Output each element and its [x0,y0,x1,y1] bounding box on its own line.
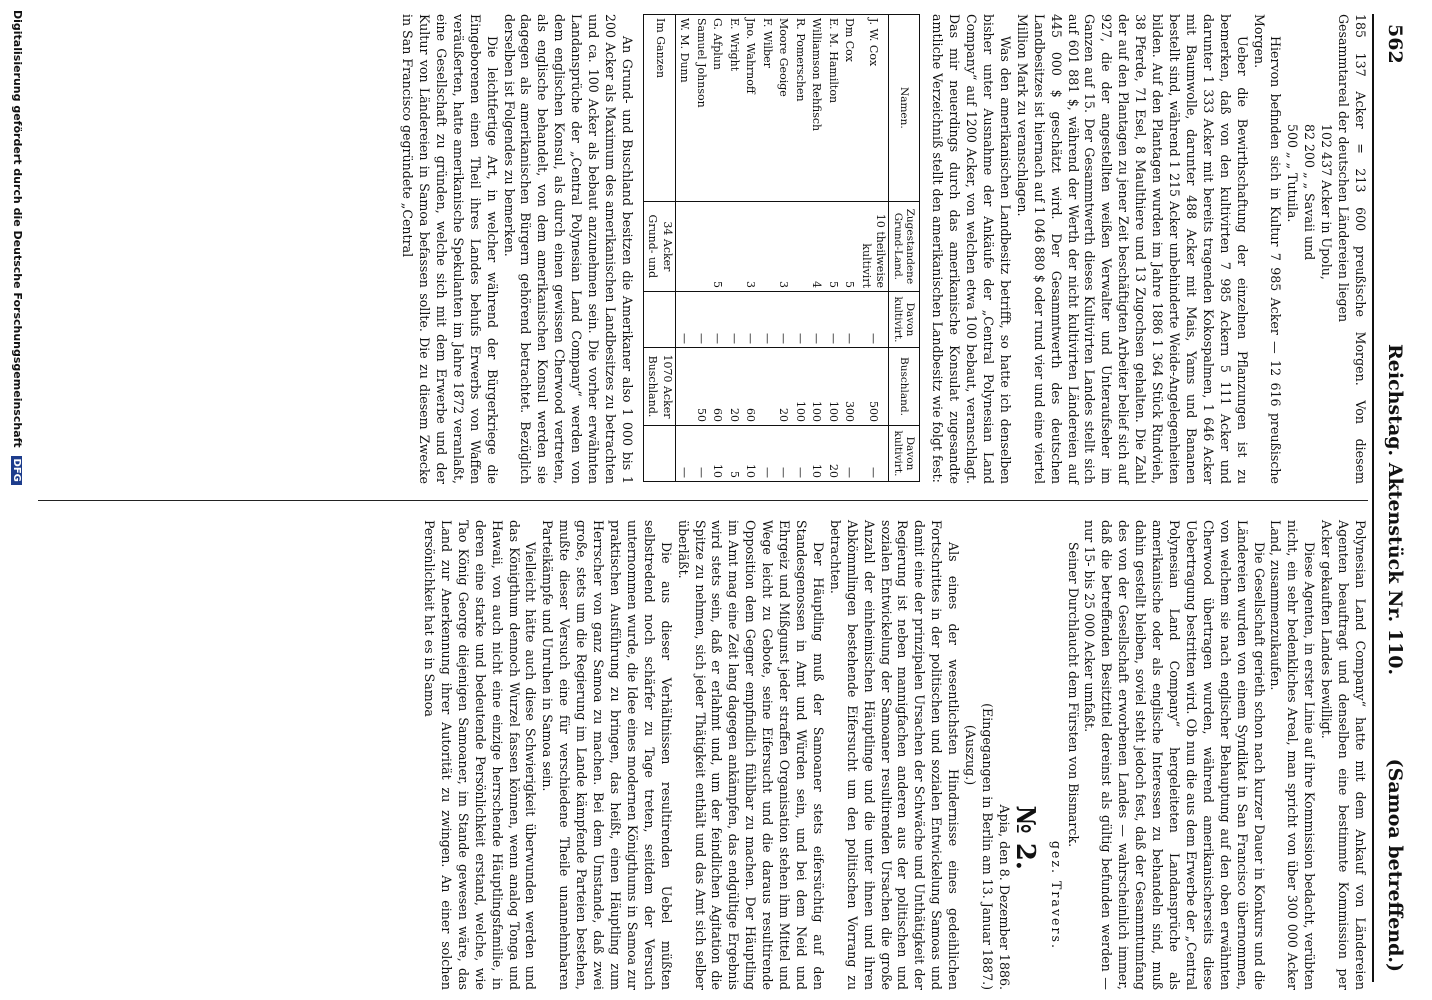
table-cell: — [857,425,889,481]
table-cell [758,347,775,425]
table-header: Davon kultivirt. [889,425,920,481]
table-cell: 100 [791,347,808,425]
table-row [775,15,792,482]
table-row [725,15,742,482]
table-cell: J. W. Cox [857,15,889,202]
table-cell: W. M. Dunn [675,15,692,202]
column-divider [38,500,1368,501]
table-cell: 5 [841,201,858,291]
table-header: Zugestandene Grund-Land. [889,201,920,291]
table-cell: Samuel Johnson [692,15,709,202]
header-title: Reichstag. Aktenstück Nr. 110. [1384,344,1406,676]
table-header: Namen. [889,15,920,202]
table-row [675,15,692,482]
paragraph: Ueber die Bewirthschaftung der einzelnen Pflanzungen ist zu bemerken, daß von den kultivirten 7 985 Ackern 5 111 Acker und darunter 1 333 Acker mit bereits tragenden Kokospalmen, 1 646 Acker mit Baumwolle, darunter 488 Acker mit Mais, Yams und Bananen bestellt sind, während 1 215 Acker unbehinderte Weide-Angelegenheiten bilden. Auf den Plantagen wurden im Jahre 1886 1 364 Stück Rindvieh, 38 Pferde, 71 Esel, 8 Maulthiere und 13 Zugochsen gehalten. Die Zahl der auf den Plantagen zu jener Zeit beschäftigten Arbeiter belief sich auf 927, die der angestellten weißen Verwalter und Unteraufseher im Ganzen auf 15. Der Gesammtwerth dieses Kultivirten Landes stellt sich auf 601 881 $, während der Werth der nicht kultivirten Ländereien auf 445 000 $ geschätzt wird. Der Gesammtwerth des deutschen Landbesitzes ist hiernach auf 1 046 880 $ oder rund vier und eine viertel Million Mark zu veranschlagen. [1014,14,1250,484]
table-cell: — [841,425,858,481]
table-cell: Im Ganzen [643,15,675,202]
table-cell: Dm Cox [841,15,858,202]
table-cell: Moore Geoige [775,15,792,202]
table-cell: — [791,425,808,481]
table-cell: — [775,292,792,348]
table-cell [675,201,692,291]
table-cell: 100 [808,347,825,425]
table-cell: — [742,292,759,348]
paragraph: Was den amerikanischen Landbesitz betrifft, so hatte ich denselben bisher unter Ausnahme der Ankäufe der „Central Polynesian Land Company“ auf 1200 Acker, von welchen etwa 100 bebaut, veranschlagt. Das mir neuerdings durch das amerikanische Konsulat zugesandte amtliche Verzeichniß stellt den amerikanischen Landbesitz wie folgt fest: [930,14,1013,484]
table-cell [643,425,675,481]
table-row [791,15,808,482]
table-cell: E. M. Hamilton [824,15,841,202]
table-cell: 10 [709,425,726,481]
page-header [1372,14,1412,982]
table-cell: 3 [775,201,792,291]
table-cell: Jno. Wahrnoff [742,15,759,202]
table-cell: R. Pomerschen [791,15,808,202]
list-item: 82 200 „ „ Savaii und [1302,124,1318,261]
table-cell: 300 [841,347,858,425]
paragraph: Die aus dieser Verhältnissen resultirenden Uebel müßten selbstredend noch schärfer zu Tage treten, seitdem der Versuch unternommen wurde, die Idee eines modernen Königthums in Samoa zur praktischen Ausführung zu bringen, das heißt, einen Häuptling zum Herrscher von ganz Samoa zu machen. Bei dem Umstande, daß zwei große, stets um die Regierung im Lande kämpfende Parteien bestehen, mußte dieser Versuch eine für verschiedene Theile unannehmbaren Parteikämpfe und Unruhen in Samoa sein. [540,520,674,990]
table-header-row [889,15,920,482]
table-cell: 60 [709,347,726,425]
table-cell: 5 [725,425,742,481]
list-item: 102 437 Acker in Upolu, [1319,124,1335,280]
header-subject: (Samoa betreffend.) [1384,758,1406,972]
paragraph: Vielleicht hätte auch diese Schwierigkeit überwunden werden und das Königthum dennoch Wurzel fassen können, wenn analog Tonga und Hawaii, von auch nicht eine einzige herrschende Häuptlingsfamilie, in deren eine starke und bedeutende Persönlichkeit erstand, welche, wie Tao König George diejenigen Samoaner, im Stande gewesen wäre, das Land zur Anerkennung ihrer Autorität zu zwingen. An einer solchen Persönlichkeit hat es in Samoa [422,520,539,990]
digitization-footer [11,10,24,485]
table-cell: — [709,292,726,348]
table-row [692,15,709,482]
page-number: 562 [1384,24,1406,64]
table-cell: 10 [808,425,825,481]
table-cell [692,201,709,291]
table-cell: — [725,292,742,348]
table-cell: — [675,425,692,481]
table-row [709,15,726,482]
table-cell: 3 [742,201,759,291]
paragraph: Diese Agenten, in erster Linie auf ihre Kommission bedacht, verübten nicht, ein sehr bedenkliches Areal, man spricht von über 300 000 Acker Land, zusammenzukaufen. [1268,520,1318,990]
table-row [742,15,759,482]
table-cell: — [675,292,692,348]
table-cell [643,292,675,348]
table-row [841,15,858,482]
table-cell: 5 [709,201,726,291]
table-cell: 10 theilweise kultivirt [857,201,889,291]
table-cell: G. Afplun [709,15,726,202]
table-cell: — [857,292,889,348]
table-cell: — [758,425,775,481]
table-cell: — [791,292,808,348]
table-cell: 20 [725,347,742,425]
table-cell: 100 [824,347,841,425]
table-row [808,15,825,482]
table-cell: 34 Acker Grund- und [643,201,675,291]
signature: gez. Travers. [1048,840,1064,950]
table-row [857,15,889,482]
paragraph: An Grund- und Buschland besitzen die Amerikaner also 1 000 bis 1 200 Acker als Maximum des amerikanischen Landbesitzes zu betrachten und ca. 100 Acker als bebaut anzunehmen sein. Die vorher erwähnten Landansprüche der „Central Polynesian Land Company“ werden von dem englischen Konsul, als durch einen gewissen Cherwood vertreten, als englische behandelt, von dem amerikanischen Konsul werden sie dagegen als amerikanischen Bürgern gehörend betrachtet. Bezüglich derselben ist Folgendes zu bemerken. [501,14,635,484]
table-cell: 60 [742,347,759,425]
place-date: Apia, den 8. Dezember 1886. [996,804,1012,990]
table-row [758,15,775,482]
table-cell [725,201,742,291]
table-cell: Williamson Rehfisch [808,15,825,202]
paragraph: Hiervon befinden sich in Kultur 7 985 Acker — 12 616 preußische Morgen. [1251,14,1284,484]
table-header: Buschland. [889,347,920,425]
table-cell: F. Wilber [758,15,775,202]
table-cell: — [775,425,792,481]
addressee: Seiner Durchlaucht dem Fürsten von Bismarck. [1065,542,1081,848]
paragraph: 185 137 Acker = 213 600 preußische Morgen. Von diesem Gesammtareal der deutschen Ländereien liegen [1336,14,1368,484]
document-number: № 2. [1009,805,1040,870]
table-cell: 500 [857,347,889,425]
paragraph: Der Häuptling muß der Samoaner stets eifersüchtig auf den Standesgenossen in Amt und Würden sein, und bei dem Neid und Ehrgeiz und Mißgunst jeder straffen Organisation stehen ihm Mittel und Wege leicht zu Gebote, seine Eifersucht und die daraus resultirende Opposition dem Gegner empfindlich fühlbar zu machen. Der Häuptling im Amt mag eine Zeit lang dagegen ankämpfen, das endgültige Ergebnis wird stets sein, daß er erlahmt und, um der feindlichen Agitation die Spitze zu nehmen, sich jeder Thätigkeit enthält und das Amt sich selber überläßt. [675,520,826,990]
table-cell: 4 [808,201,825,291]
acreage-list [1283,14,1334,484]
table-cell [791,201,808,291]
paragraph: Die Gesellschaft gerieth schon nach kurzer Dauer in Konkurs und die Ländereien wurden von einem Syndikat in San Francisco übernommen, von welchem sie nach englischer Behauptung auf den oben erwähnten Cherwood übertragen wurden, während amerikanischerseits diese Uebertragung bestritten wird. Ob nun die aus dem Erwerbe der „Central Polynesian Land Company“ hergeleiteten Landansprüche als amerikanische oder als englische Interessen zu behandeln sind, muß dahin gestellt bleiben, soviel steht jedoch fest, daß der Gesammtumfang des von der Gesellschaft erworbenen Landes — wahrscheinlich immer, daß die betreffenden Besitztitel dereinst als gültig befunden werden — nur 15- bis 25 000 Acker umfaßt. [1082,520,1267,990]
table-cell: E. Wright [725,15,742,202]
dfg-logo: DFG [11,456,22,485]
table-cell: — [808,292,825,348]
table-cell: 20 [775,347,792,425]
table-body [675,15,889,482]
table-row [824,15,841,482]
table-header: Davon kultivirt. [889,292,920,348]
table-cell: 50 [692,347,709,425]
table-cell: — [758,292,775,348]
left-column [398,14,1368,484]
paragraph: Die leichtfertige Art, in welcher während der Bürgerkriege die Eingeborenen einen Theil ihres Landes behufs Erwerbs von Waffen veräußerten, hatte amerikanische Spekulanten im Jahre 1872 veranlaßt, eine Gesellschaft zu gründen, welche sich mit dem Erwerbe und der Kultur von Ländereien in Samoa befassen sollte. Die zu diesem Zwecke in San Francisco gegründete „Central [400,14,500,484]
table-cell: — [692,292,709,348]
table-cell [758,201,775,291]
table-total-row [643,15,675,482]
american-landholding-table [643,14,921,482]
table-cell: — [841,292,858,348]
list-item: 500 „ „ Tutuila. [1285,124,1301,223]
table-cell: — [692,425,709,481]
table-cell: 1070 Acker Buschland. [643,347,675,425]
table-cell: — [824,292,841,348]
table-cell [675,347,692,425]
paragraph: Polynesian Land Company“ hatte mit dem Ankauf von Ländereien Agenten beauftragt und denselben eine bestimmte Kommission per Acker gekauften Landes bewilligt. [1319,520,1368,990]
paragraph: Als eines der wesentlichsten Hindernisse eines gedeihlichen Fortschrittes in der politischen und sozialen Entwickelung Samoas und damit eine der prinzipalen Ursachen der Schwäche und Unthätigkeit der Regierung ist neben mannigfachen anderen aus der politischen und sozialen Entwickelung der Samoaner resultirenden Ursachen die große Anzahl der einheimischen Häuptlinge und die unter ihnen und ihren Abkömmlingen bestehende Eifersucht um den politischen Vorrang zu betrachten. [827,520,962,990]
table-cell: 20 [824,425,841,481]
received-note: (Eingegangen in Berlin am 13. Januar 1887.) [979,703,995,990]
excerpt-label: (Auszug.) [963,724,979,786]
footer-text: Digitalisierung gefördert durch die Deutsche Forschungsgemeinschaft [11,10,24,448]
right-column [420,520,1368,990]
table-cell: 5 [824,201,841,291]
table-cell: 10 [742,425,759,481]
